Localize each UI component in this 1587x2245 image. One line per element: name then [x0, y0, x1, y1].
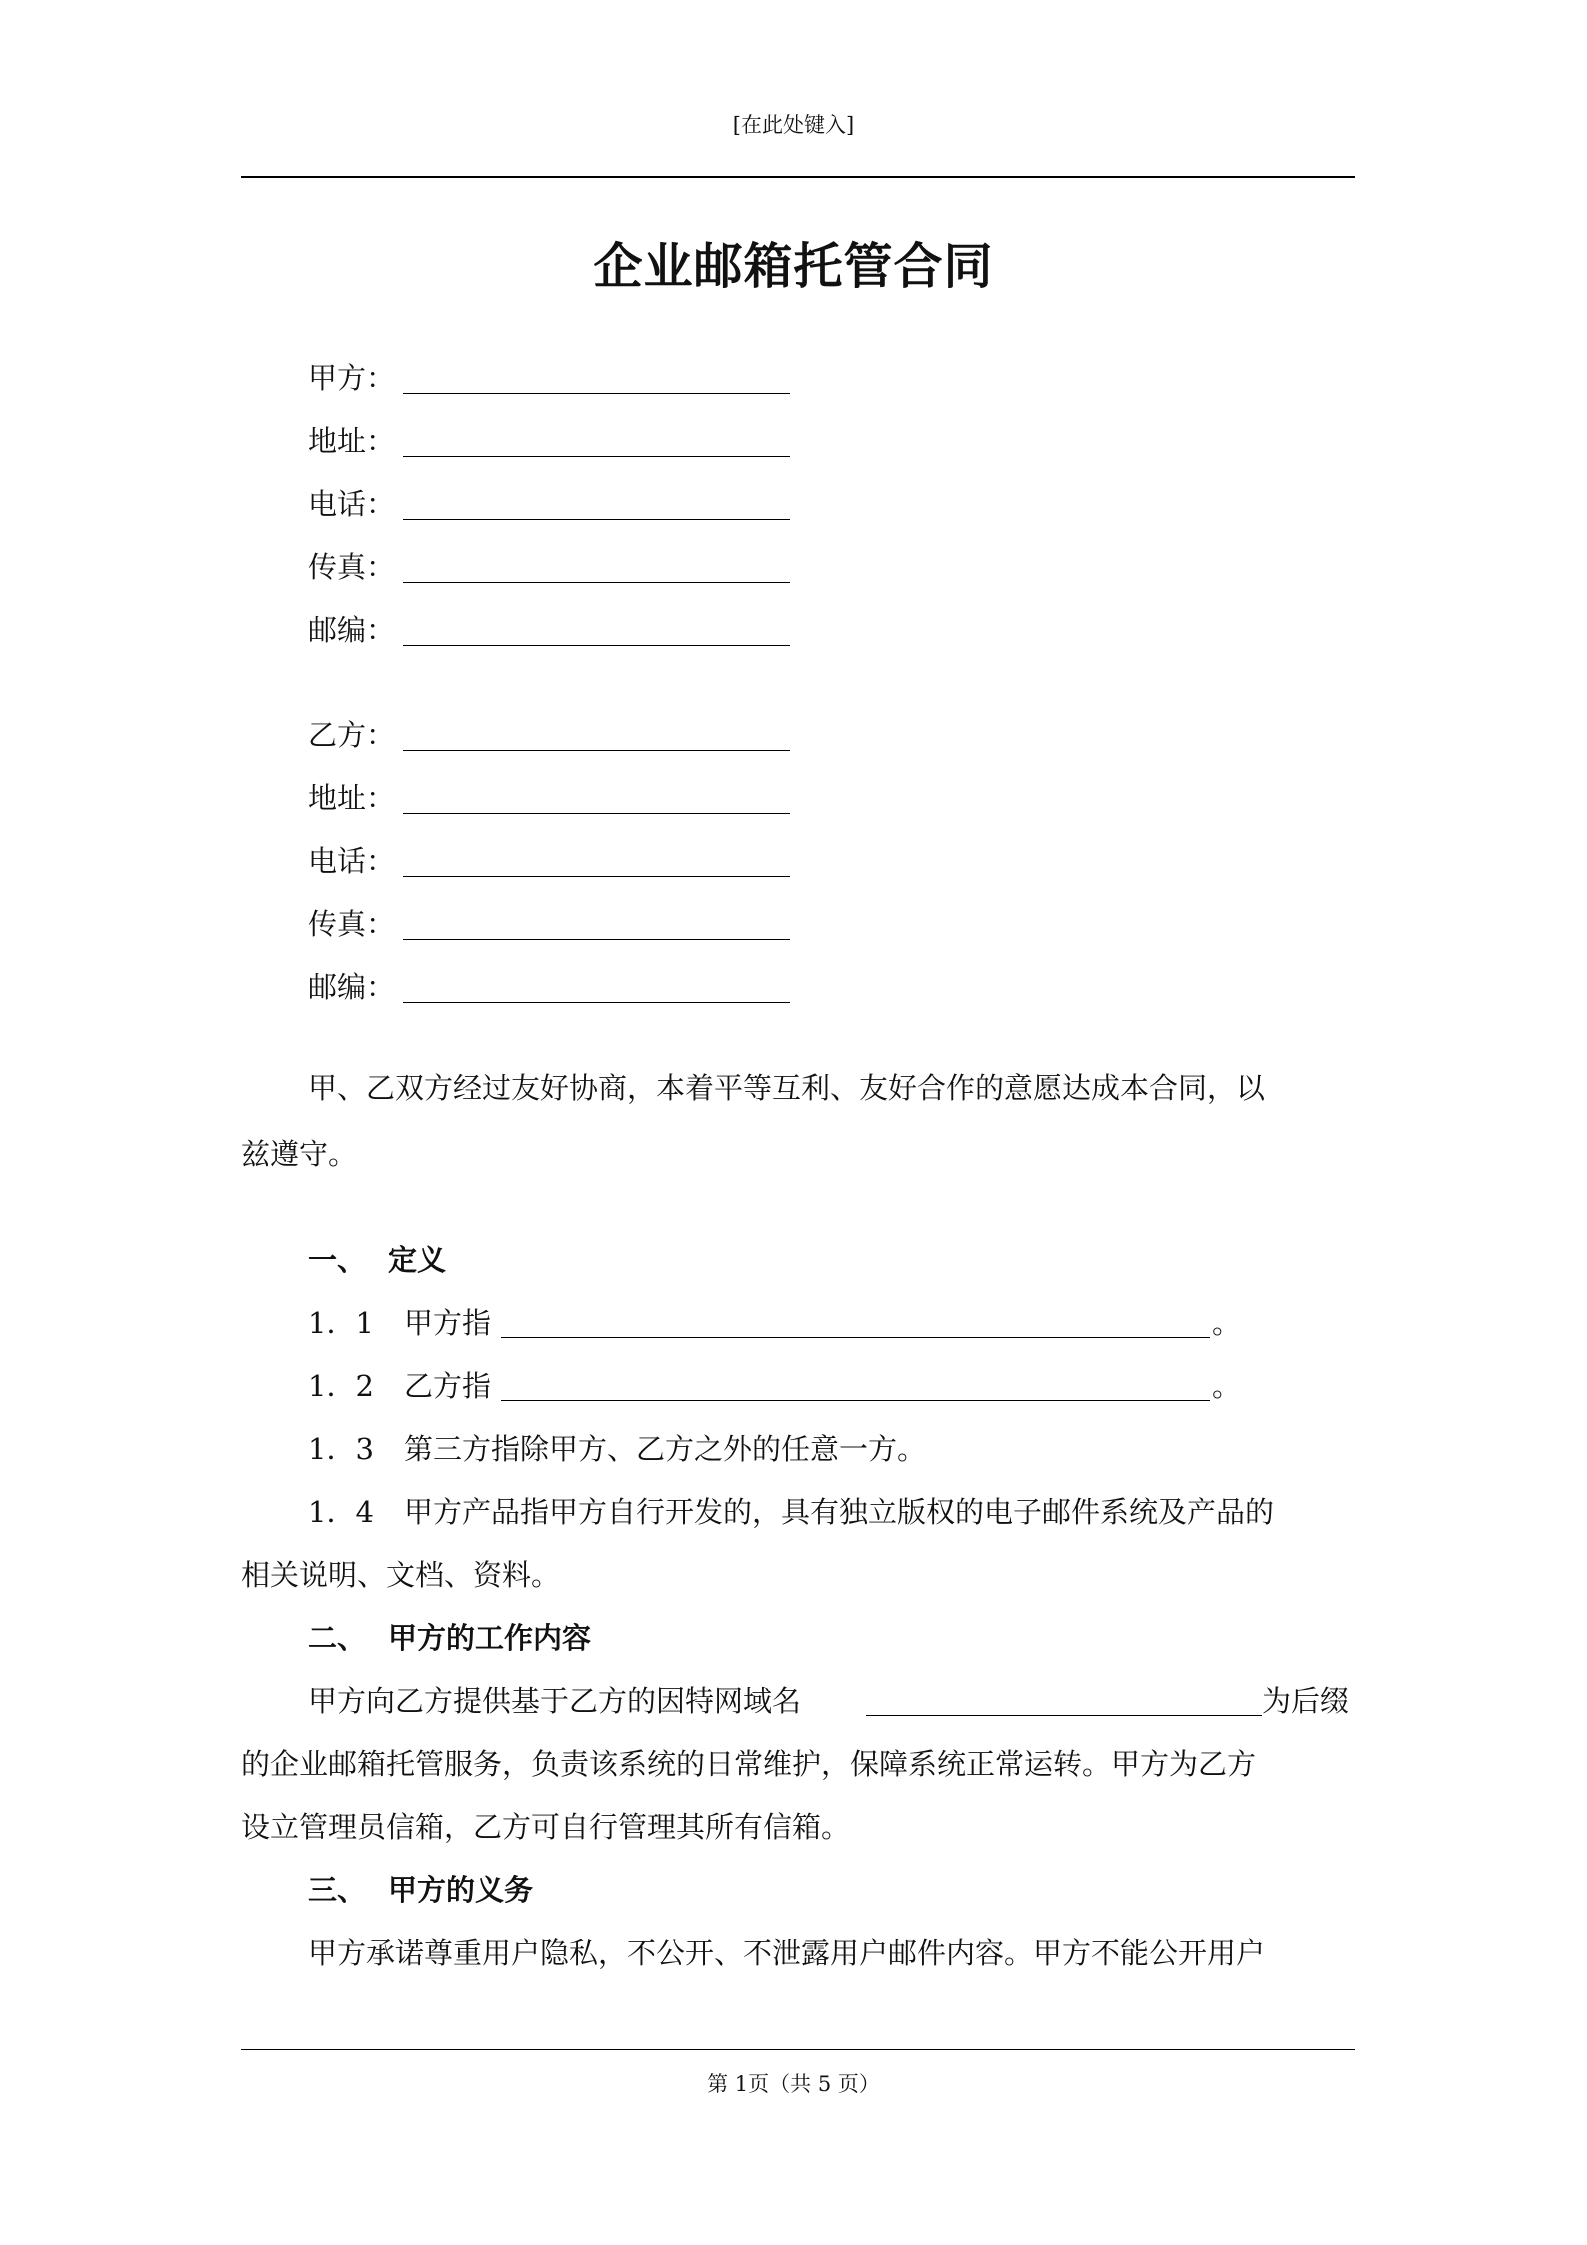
document-title: 企业邮箱托管合同 — [593, 237, 994, 295]
section-number: 三、 — [308, 1873, 367, 1907]
party-b-phone-field — [308, 841, 403, 881]
clause-text: 第三方指除甲方、乙方之外的任意一方。 — [404, 1432, 927, 1466]
party-a-phone-field — [308, 484, 403, 524]
section-2-para-1-end: 为后缀 — [1262, 1684, 1350, 1718]
section-number: 一、 — [308, 1243, 367, 1277]
section-1-heading — [308, 1240, 446, 1280]
party-a-postcode-field — [308, 610, 403, 650]
clause-1-3 — [308, 1429, 926, 1469]
page-footer: 第 1页（共 5 页） — [707, 2072, 880, 2096]
party-b-name-field — [308, 715, 403, 755]
clause-number: 1．3 — [308, 1432, 374, 1466]
party-a-fax-field — [308, 547, 403, 587]
field-label: 电话： — [308, 487, 396, 521]
clause-1-2 — [308, 1366, 491, 1406]
clause-1-4-continuation: 相关说明、文档、资料。 — [241, 1558, 561, 1592]
section-title: 定义 — [388, 1243, 447, 1277]
party-b-address-blank[interactable] — [403, 813, 790, 814]
clause-text: 甲方产品指甲方自行开发的，具有独立版权的电子邮件系统及产品的 — [404, 1495, 1275, 1529]
field-label: 邮编： — [308, 970, 396, 1004]
intro-line-1: 甲、乙双方经过友好协商，本着平等互利、友好合作的意愿达成本合同，以 — [308, 1071, 1266, 1105]
party-a-name-blank[interactable] — [403, 393, 790, 394]
party-b-fax-blank[interactable] — [403, 939, 790, 940]
field-label: 传真： — [308, 550, 396, 584]
clause-1-1 — [308, 1303, 491, 1343]
party-b-address-field — [308, 778, 403, 818]
intro-line-2: 兹遵守。 — [241, 1137, 358, 1171]
section-2-para-3: 设立管理员信箱，乙方可自行管理其所有信箱。 — [241, 1810, 851, 1844]
party-b-phone-blank[interactable] — [403, 876, 790, 877]
section-title: 甲方的义务 — [388, 1873, 534, 1907]
clause-number: 1．2 — [308, 1369, 374, 1403]
page-header: [在此处键入] — [732, 113, 855, 137]
footer-divider — [241, 2049, 1355, 2050]
section-2-para-1-start: 甲方向乙方提供基于乙方的因特网域名 — [308, 1684, 802, 1718]
clause-1-4 — [308, 1492, 1274, 1532]
section-2-heading — [308, 1618, 591, 1658]
field-label: 地址： — [308, 424, 396, 458]
party-a-name-field — [308, 358, 403, 398]
section-3-para-1: 甲方承诺尊重用户隐私，不公开、不泄露用户邮件内容。甲方不能公开用户 — [308, 1936, 1266, 1970]
clause-text: 甲方指 — [404, 1306, 492, 1340]
party-a-postcode-blank[interactable] — [403, 645, 790, 646]
party-a-phone-blank[interactable] — [403, 519, 790, 520]
party-b-postcode-field — [308, 967, 403, 1007]
clause-number: 1．4 — [308, 1495, 374, 1529]
section-title: 甲方的工作内容 — [388, 1621, 592, 1655]
section-number: 二、 — [308, 1621, 367, 1655]
party-b-fax-field — [308, 904, 403, 944]
clause-1-1-blank[interactable] — [501, 1337, 1210, 1338]
section-2-para-2: 的企业邮箱托管服务，负责该系统的日常维护，保障系统正常运转。甲方为乙方 — [241, 1747, 1257, 1781]
party-a-address-blank[interactable] — [403, 456, 790, 457]
field-label: 地址： — [308, 781, 396, 815]
header-divider — [241, 176, 1355, 178]
field-label: 乙方： — [308, 718, 396, 752]
clause-1-2-blank[interactable] — [501, 1400, 1210, 1401]
clause-1-1-period: 。 — [1212, 1306, 1242, 1340]
domain-name-blank[interactable] — [866, 1715, 1262, 1716]
clause-text: 乙方指 — [404, 1369, 492, 1403]
clause-1-2-period: 。 — [1212, 1369, 1242, 1403]
field-label: 邮编： — [308, 613, 396, 647]
party-b-postcode-blank[interactable] — [403, 1002, 790, 1003]
party-b-name-blank[interactable] — [403, 750, 790, 751]
field-label: 电话： — [308, 844, 396, 878]
field-label: 甲方： — [308, 361, 396, 395]
field-label: 传真： — [308, 907, 396, 941]
party-a-fax-blank[interactable] — [403, 582, 790, 583]
party-a-address-field — [308, 421, 403, 461]
section-3-heading — [308, 1870, 533, 1910]
clause-number: 1．1 — [308, 1306, 374, 1340]
